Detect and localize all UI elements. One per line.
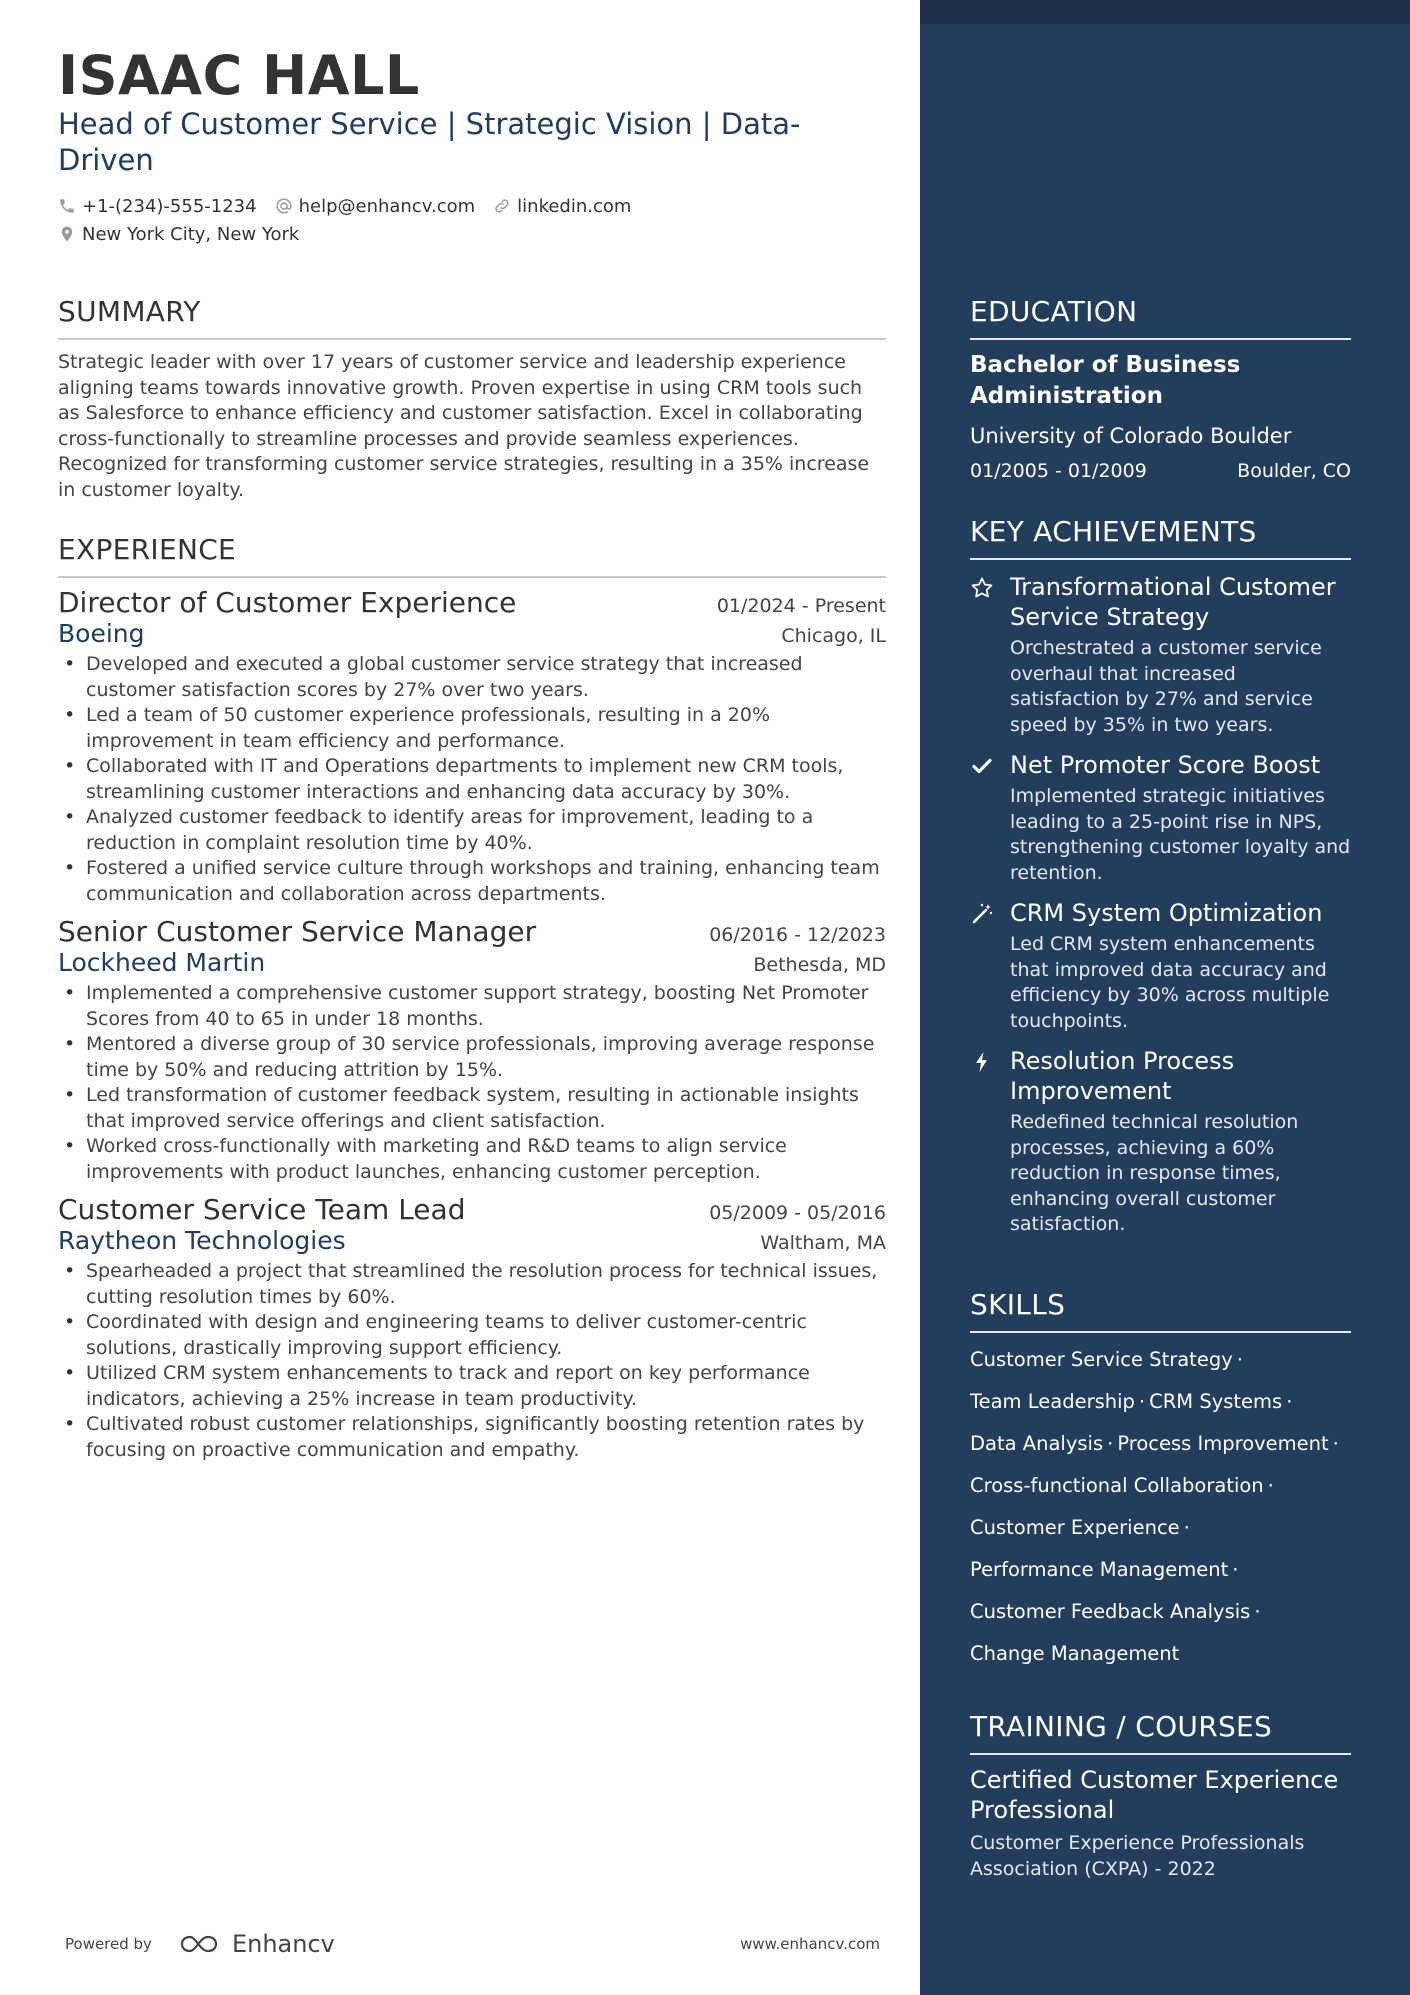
- achievement-title: Transformational Customer Service Strategy: [1010, 573, 1336, 631]
- location-text: New York City, New York: [82, 223, 300, 245]
- bullet-item: • Fostered a unified service culture through workshops and training, enhancing team communication and collaboration across departments.: [58, 856, 886, 907]
- achievement-desc: Redefined technical resolution processes, achieving a 60% reduction in response times, enhancing overall customer satisfaction.: [1010, 1111, 1299, 1235]
- school-name: University of Colorado Boulder: [970, 424, 1292, 448]
- course-desc: Customer Experience Professionals Association (CXPA) - 2022: [970, 1832, 1305, 1880]
- degree-name: Bachelor of Business Administration: [970, 352, 1241, 409]
- skill-item: Data Analysis: [970, 1432, 1104, 1455]
- achievement-title: Resolution Process Improvement: [1010, 1047, 1235, 1105]
- achievement-item: [970, 1046, 1351, 1238]
- bullet-item: • Cultivated robust customer relationships, significantly boosting retention rates by focusing on proactive communication and empathy.: [58, 1412, 886, 1463]
- bullet-item: • Led a team of 50 customer experience professionals, resulting in a 20% improvement in team efficiency and performance.: [58, 703, 886, 754]
- sidebar-top-band: [920, 0, 1410, 24]
- achievement-desc: Led CRM system enhancements that improved data accuracy and efficiency by 30% across multiple touchpoints.: [1010, 933, 1330, 1032]
- skill-item: Performance Management: [970, 1558, 1229, 1581]
- bullet-item: • Spearheaded a project that streamlined the resolution process for technical issues, cutting resolution times by 60%.: [58, 1259, 886, 1310]
- company-name: Lockheed Martin: [58, 948, 266, 977]
- candidate-name: ISAAC HALL: [58, 44, 420, 107]
- summary-section: [58, 295, 886, 503]
- email-text[interactable]: help@enhancv.com: [298, 195, 476, 217]
- training-heading: TRAINING / COURSES: [970, 1710, 1351, 1755]
- phone-text: +1-(234)-555-1234: [82, 195, 257, 217]
- footer: [65, 1930, 880, 1958]
- check-icon: [970, 754, 994, 778]
- bullet-item: • Collaborated with IT and Operations departments to implement new CRM tools, streamlining customer interactions and enhancing data accuracy by 30%.: [58, 754, 886, 805]
- skill-item: CRM Systems: [1149, 1390, 1283, 1413]
- achievement-desc: Orchestrated a customer service overhaul that increased satisfaction by 27% and service speed by 35% in two years.: [1010, 637, 1322, 736]
- powered-by: [65, 1930, 335, 1958]
- skill-item: Customer Service Strategy: [970, 1348, 1233, 1371]
- bullet-item: • Led transformation of customer feedback system, resulting in actionable insights that improved service offerings and client satisfaction.: [58, 1083, 886, 1134]
- company-name: Raytheon Technologies: [58, 1226, 346, 1255]
- achievement-item: [970, 898, 1351, 1034]
- education-dates: 01/2005 - 01/2009: [970, 460, 1147, 482]
- skill-item: Customer Feedback Analysis: [970, 1600, 1251, 1623]
- skills-heading: SKILLS: [970, 1288, 1351, 1333]
- sidebar: [920, 0, 1410, 1995]
- skills-section: [970, 1288, 1351, 1675]
- phone-icon: [58, 197, 76, 215]
- skill-item: Change Management: [970, 1642, 1180, 1665]
- enhancv-logo-icon: [178, 1932, 226, 1956]
- brand-logo[interactable]: [178, 1930, 335, 1958]
- education-location: Boulder, CO: [1237, 460, 1351, 482]
- brand-name: Enhancv: [231, 1930, 335, 1958]
- achievements-section: [970, 515, 1351, 1238]
- link-icon: [493, 197, 511, 215]
- job-entry: [58, 586, 886, 907]
- bullet-item: • Mentored a diverse group of 30 service professionals, improving average response time by 50% and reducing attrition by 15%.: [58, 1032, 886, 1083]
- bullet-item: • Worked cross-functionally with marketing and R&D teams to align service improvements with product launches, enhancing customer perception.: [58, 1134, 886, 1185]
- job-dates: 01/2024 - Present: [716, 595, 886, 617]
- education-heading: EDUCATION: [970, 295, 1351, 340]
- candidate-headline: Head of Customer Service | Strategic Vision | Data-Driven: [58, 107, 801, 177]
- summary-heading: SUMMARY: [58, 295, 886, 340]
- website-link[interactable]: www.enhancv.com: [740, 1935, 880, 1953]
- skill-item: Customer Experience: [970, 1516, 1180, 1539]
- location-pin-icon: [58, 225, 76, 243]
- summary-text: Strategic leader with over 17 years of customer service and leadership experience aligning teams towards innovative growth. Proven expertise in using CRM tools such as Salesforce to enhance efficiency and customer satisfaction. Excel in collaborating cross-functionally to streamline processes and provide seamless experiences. Recognized for transforming customer service strategies, resulting in a 35% increase in customer loyalty.: [58, 351, 870, 501]
- job-dates: 06/2016 - 12/2023: [709, 924, 886, 946]
- lightning-icon: [970, 1050, 994, 1074]
- achievement-item: [970, 572, 1351, 738]
- powered-by-label: Powered by: [65, 1935, 152, 1953]
- achievement-desc: Implemented strategic initiatives leading to a 25-point rise in NPS, strengthening customer loyalty and retention.: [1010, 785, 1351, 884]
- bullet-item: • Implemented a comprehensive customer support strategy, boosting Net Promoter Scores from 40 to 65 in under 18 months.: [58, 981, 886, 1032]
- education-section: [970, 295, 1351, 482]
- job-entry: [58, 1193, 886, 1463]
- skill-item: Team Leadership: [970, 1390, 1135, 1413]
- job-bullets: [58, 652, 886, 907]
- job-title: Director of Customer Experience: [58, 586, 517, 619]
- job-title: Customer Service Team Lead: [58, 1193, 466, 1226]
- job-bullets: [58, 981, 886, 1185]
- bullet-item: • Developed and executed a global customer service strategy that increased customer satisfaction scores by 27% over two years.: [58, 652, 886, 703]
- achievement-item: [970, 750, 1351, 886]
- course-title: Certified Customer Experience Professional: [970, 1766, 1339, 1824]
- star-icon: [970, 576, 994, 600]
- linkedin-contact[interactable]: [493, 196, 631, 217]
- experience-heading: EXPERIENCE: [58, 533, 886, 578]
- skills-list: Customer Service Strategy · Team Leadership · CRM Systems · Data Analysis · Process Improvement · Cross-functional Collaboration · Customer Experience · Performance Management · Customer Feedback Analysis · Change Management: [970, 1348, 1339, 1665]
- job-bullets: [58, 1259, 886, 1463]
- skill-item: Cross-functional Collaboration: [970, 1474, 1264, 1497]
- achievement-title: Net Promoter Score Boost: [1010, 751, 1321, 779]
- at-icon: [275, 197, 293, 215]
- achievements-heading: KEY ACHIEVEMENTS: [970, 515, 1351, 560]
- job-location: Waltham, MA: [760, 1232, 886, 1254]
- linkedin-text[interactable]: linkedin.com: [517, 195, 632, 217]
- bullet-item: • Analyzed customer feedback to identify areas for improvement, leading to a reduction in complaint resolution time by 40%.: [58, 805, 886, 856]
- bullet-item: • Utilized CRM system enhancements to track and report on key performance indicators, achieving a 25% increase in team productivity.: [58, 1361, 886, 1412]
- job-location: Bethesda, MD: [753, 954, 886, 976]
- experience-section: [58, 533, 886, 1463]
- email-contact[interactable]: [275, 196, 476, 217]
- job-location: Chicago, IL: [781, 625, 886, 647]
- bullet-item: • Coordinated with design and engineering teams to deliver customer-centric solutions, drastically improving support efficiency.: [58, 1310, 886, 1361]
- job-dates: 05/2009 - 05/2016: [709, 1202, 886, 1224]
- location-contact: [58, 224, 299, 245]
- achievement-title: CRM System Optimization: [1010, 899, 1323, 927]
- magic-wand-icon: [970, 902, 994, 926]
- job-title: Senior Customer Service Manager: [58, 915, 537, 948]
- company-name: Boeing: [58, 619, 145, 648]
- phone-contact: [58, 196, 257, 217]
- contact-info: [58, 193, 649, 249]
- training-section: [970, 1710, 1351, 1882]
- skill-item: Process Improvement: [1117, 1432, 1329, 1455]
- job-entry: [58, 915, 886, 1185]
